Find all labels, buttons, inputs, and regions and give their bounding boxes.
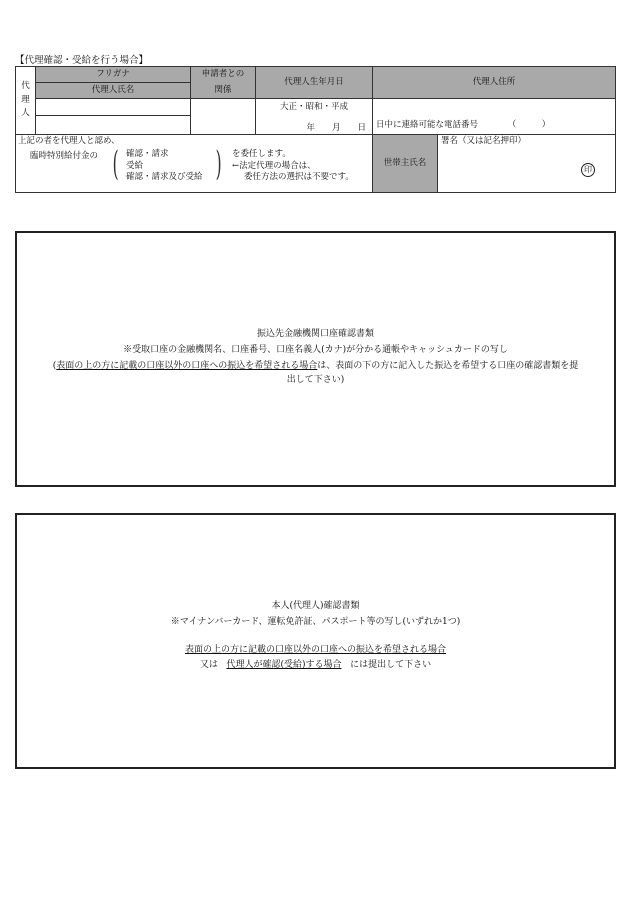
benefit-name: 臨時特別給付金の xyxy=(30,151,99,162)
section-title: 【代理確認・受給を行う場合】 xyxy=(15,55,149,66)
relationship-input[interactable] xyxy=(191,99,256,135)
delegation-statement: 上記の者を代理人と認め、 臨時特別給付金の ( 確認・請求 受給 確認・請求及び受給 ) を委任します。 ←法定代理の場合は、 委任方法の選択は不要です。 xyxy=(16,135,373,193)
delegate-text-block: を委任します。 ←法定代理の場合は、 委任方法の選択は不要です。 xyxy=(232,149,354,183)
era-options: 大正・昭和・平成 xyxy=(279,102,348,112)
bank-account-document-box xyxy=(15,231,616,487)
address-header: 代理人住所 xyxy=(373,67,616,99)
box2-line1: ※マイナンバーカード、運転免許証、パスポート等の写し(いずれか1つ) xyxy=(170,616,461,627)
signature-field[interactable] xyxy=(438,135,616,193)
signature-label: 署名（又は記名押印） xyxy=(441,136,527,147)
birthdate-header: 代理人生年月日 xyxy=(256,67,373,99)
agent-name-input[interactable] xyxy=(36,115,191,134)
box1-line2: (表面の上の方に記載の口座以外の口座への振込を希望される場合は、表面の下の方に記入した振込を希望する口座の確認書類を提 出して下さい) xyxy=(52,360,579,385)
identity-document-box xyxy=(15,513,616,769)
furigana-label: フリガナ xyxy=(36,67,191,83)
box1-line1: ※受取口座の金融機関名、口座番号、口座名義人(カナ)が分かる通帳やキャッシュカードの写し xyxy=(123,344,508,355)
relationship-label: 申請者との 関係 xyxy=(191,67,256,99)
furigana-input[interactable] xyxy=(36,99,191,116)
delegation-options xyxy=(126,149,203,183)
birthdate-input[interactable] xyxy=(256,99,373,135)
address-input[interactable] xyxy=(373,99,616,135)
right-brace: ) xyxy=(215,144,222,185)
agent-row-label: 代 理 人 xyxy=(16,67,36,135)
option-confirm-request[interactable]: 確認・請求 xyxy=(126,149,169,160)
agent-name-label: 代理人氏名 xyxy=(36,83,191,99)
seal-icon: 印 xyxy=(581,163,595,177)
box2-title: 本人(代理人)確認書類 xyxy=(271,601,360,611)
option-both[interactable]: 確認・請求及び受給 xyxy=(126,172,203,183)
box1-title: 振込先金融機関口座確認書類 xyxy=(256,329,374,339)
date-units: 年 月 日 xyxy=(306,123,366,134)
householder-label: 世帯主氏名 xyxy=(373,135,438,193)
box2-line3: 又は 代理人が確認(受給)する場合 には提出して下さい xyxy=(199,660,432,671)
box2-line2: 表面の上の方に記載の口座以外の口座への振込を希望される場合 xyxy=(184,644,446,655)
left-brace: ( xyxy=(112,144,119,185)
option-receive[interactable]: 受給 xyxy=(126,160,144,171)
daytime-phone-label: 日中に連絡可能な電話番号 （ ） xyxy=(376,120,551,131)
agent-form-table xyxy=(15,66,616,193)
